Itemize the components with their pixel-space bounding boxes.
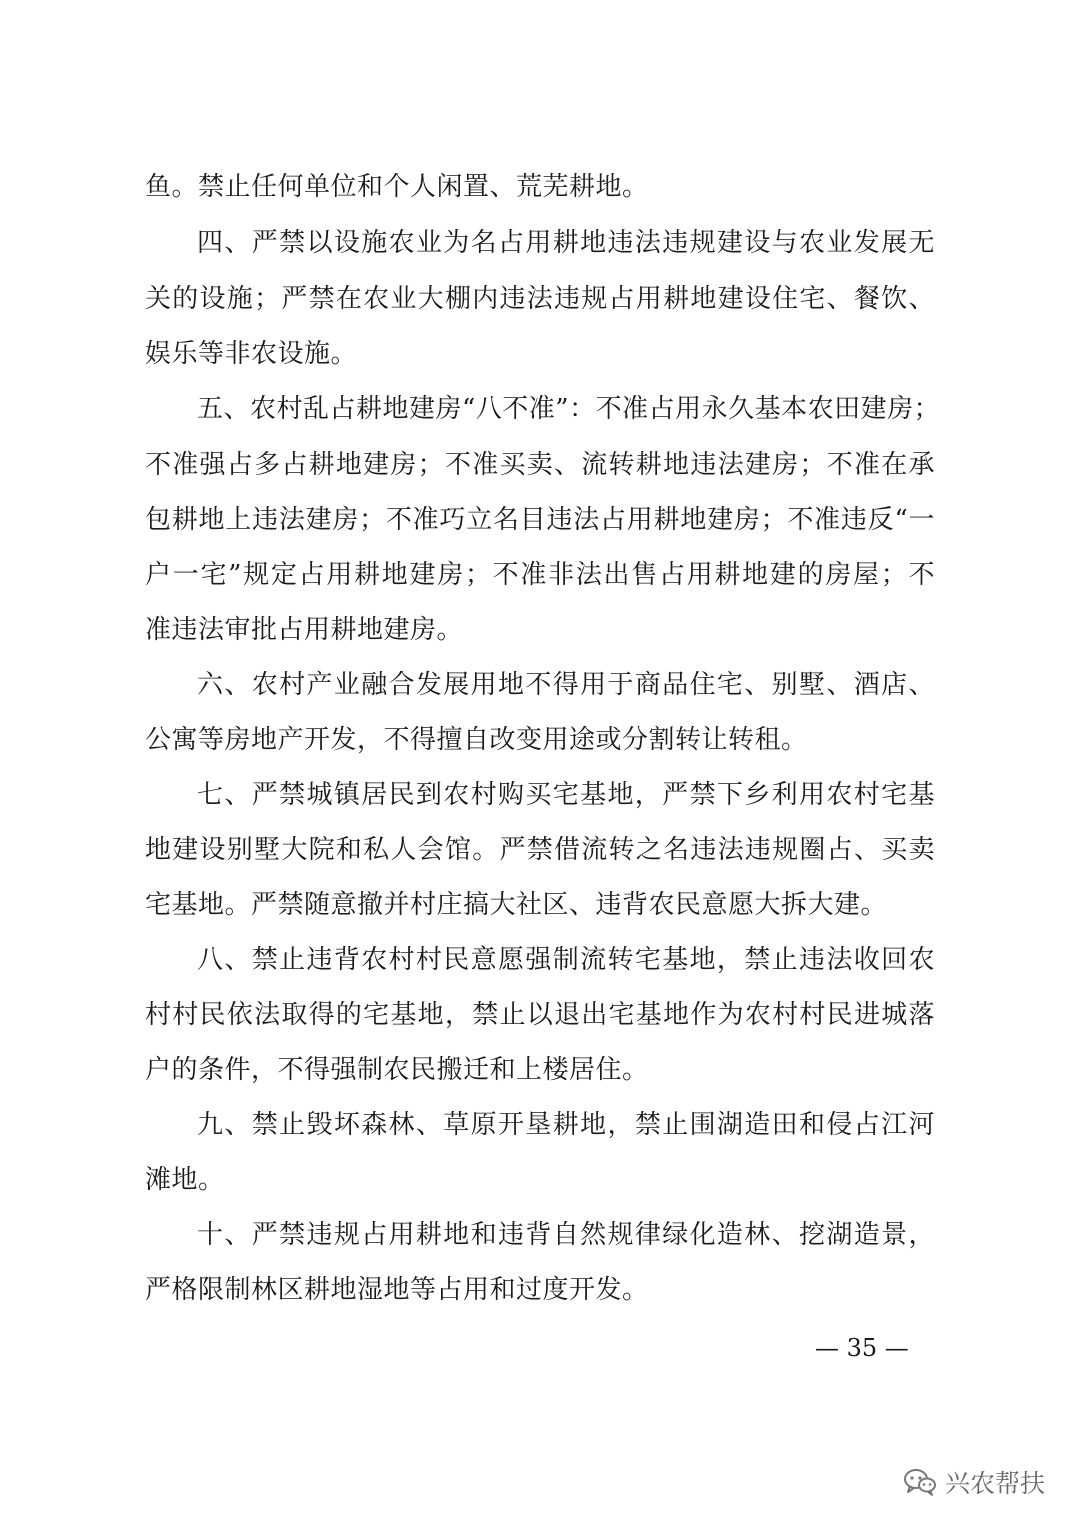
text-line: 娱乐等非农设施。 xyxy=(145,339,358,369)
text-line: 户一宅”规定占用耕地建房；不准非法出售占用耕地建的房屋；不 xyxy=(145,560,935,590)
text-line: 关的设施；严禁在农业大棚内违法违规占用耕地建设住宅、餐饮、 xyxy=(145,284,935,314)
text-line: 包耕地上违法建房；不准巧立名目违法占用耕地建房；不准违反“一 xyxy=(145,505,935,535)
text-line: 八、禁止违背农村村民意愿强制流转宅基地，禁止违法收回农 xyxy=(197,945,935,975)
text-line: 滩地。 xyxy=(145,1165,225,1195)
watermark-text: 兴农帮扶 xyxy=(945,1469,1046,1498)
text-line: 严格限制林区耕地湿地等占用和过度开发。 xyxy=(145,1275,649,1305)
text-line: 准违法审批占用耕地建房。 xyxy=(145,615,464,645)
text-line: 七、严禁城镇居民到农村购买宅基地，严禁下乡利用农村宅基 xyxy=(197,780,935,810)
text-line: 宅基地。严禁随意撤并村庄搞大社区、违背农民意愿大拆大建。 xyxy=(145,890,888,920)
text-line: 九、禁止毁坏森林、草原开垦耕地，禁止围湖造田和侵占江河 xyxy=(197,1110,935,1140)
text-line: 地建设别墅大院和私人会馆。严禁借流转之名违法违规圈占、买卖 xyxy=(145,835,935,865)
text-line: 村村民依法取得的宅基地，禁止以退出宅基地作为农村村民进城落 xyxy=(145,1000,935,1030)
text-line: 十、严禁违规占用耕地和违背自然规律绿化造林、挖湖造景， xyxy=(197,1220,935,1250)
text-line: 五、农村乱占耕地建房“八不准”：不准占用永久基本农田建房； xyxy=(197,394,941,424)
wechat-icon xyxy=(903,1467,937,1497)
text-line: 六、农村产业融合发展用地不得用于商品住宅、别墅、酒店、 xyxy=(197,670,935,700)
wechat-watermark xyxy=(903,1462,1045,1502)
text-line: 户的条件，不得强制农民搬迁和上楼居住。 xyxy=(145,1055,649,1085)
text-line: 四、严禁以设施农业为名占用耕地违法违规建设与农业发展无 xyxy=(197,228,935,258)
page-number: — 35 — xyxy=(815,1334,909,1362)
text-line: 不准强占多占耕地建房；不准买卖、流转耕地违法建房；不准在承 xyxy=(145,450,935,480)
text-line: 公寓等房地产开发，不得擅自改变用途或分割转让转租。 xyxy=(145,725,808,755)
text-line: 鱼。禁止任何单位和个人闲置、荒芜耕地。 xyxy=(145,172,649,202)
